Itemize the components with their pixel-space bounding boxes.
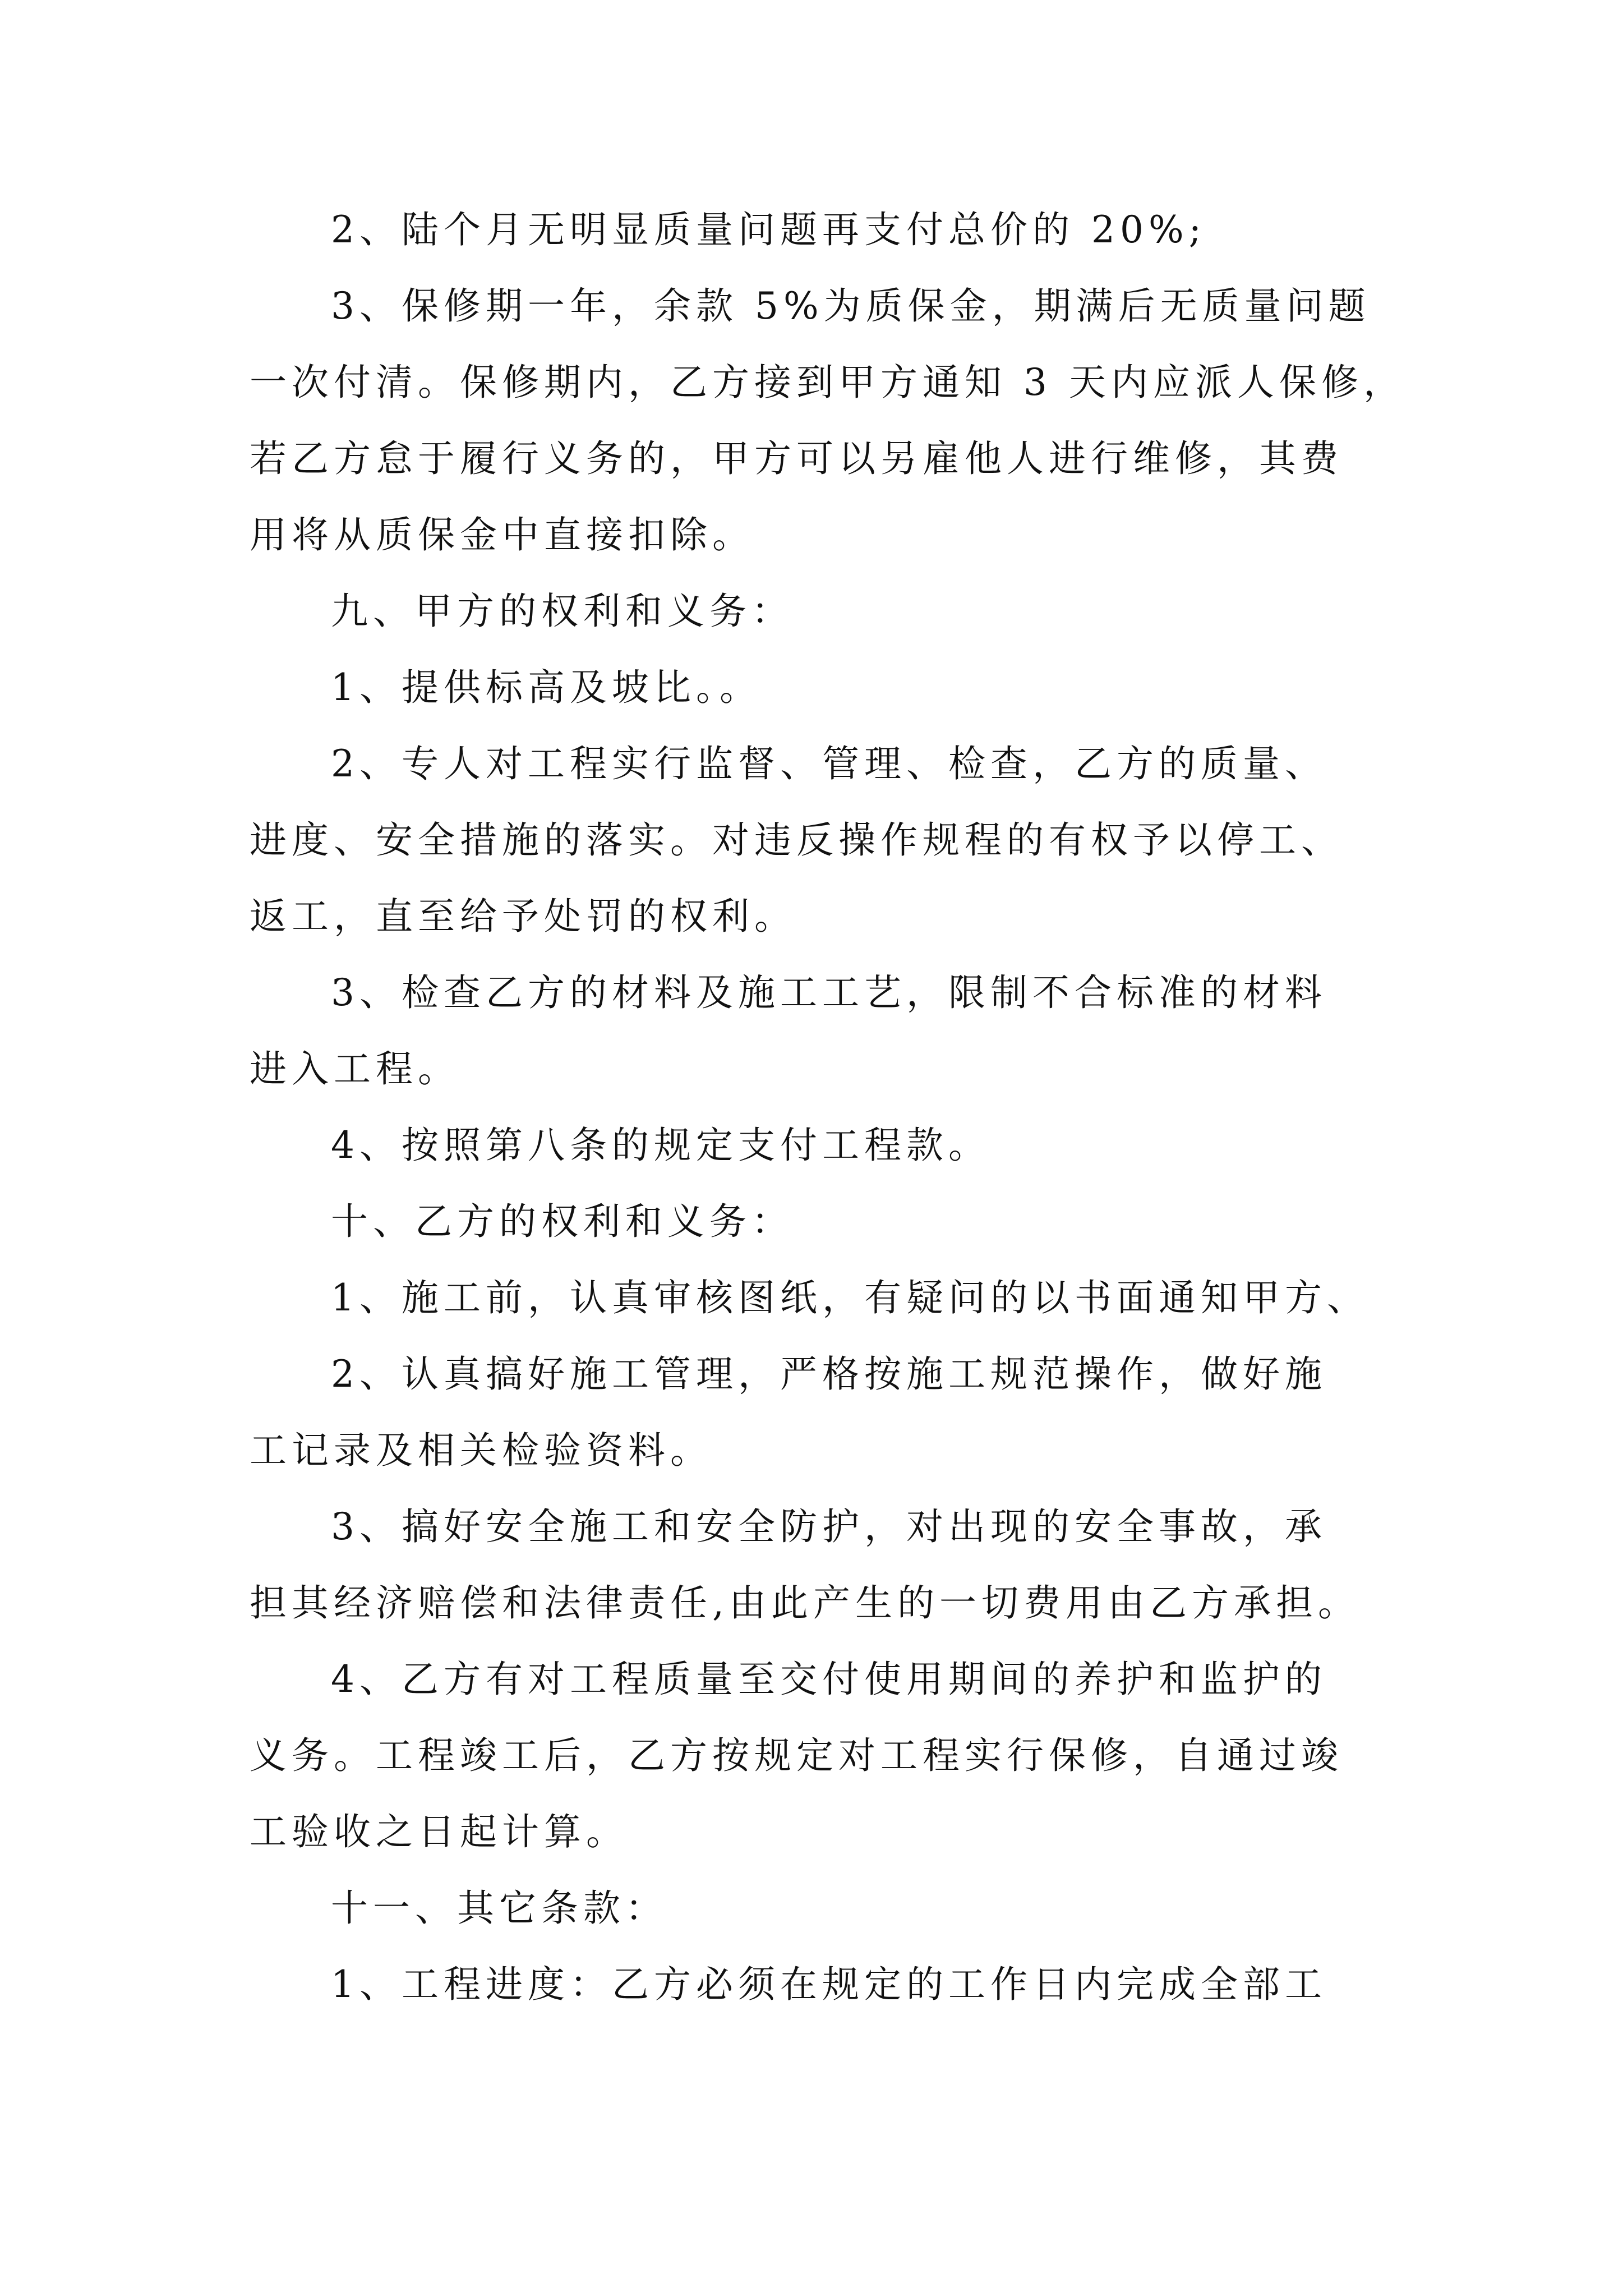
section-heading: 十、乙方的权利和义务： [331,1200,794,1243]
paragraph-line: 3、保修期一年，余款 5%为质保金，期满后无质量问题 [331,284,1371,328]
paragraph-line: 担其经济赔偿和法律责任,由此产生的一切费用由乙方承担。 [250,1581,1360,1625]
paragraph-line: 4、按照第八条的规定支付工程款。 [331,1124,990,1167]
paragraph-line: 义务。工程竣工后，乙方按规定对工程实行保修，自通过竣 [250,1734,1343,1777]
paragraph-line: 4、乙方有对工程质量至交付使用期间的养护和监护的 [331,1658,1327,1701]
paragraph-line: 3、搞好安全施工和安全防护，对出现的安全事故，承 [331,1505,1327,1548]
paragraph-line: 1、提供标高及坡比。。 [331,666,762,709]
paragraph-line: 进入工程。 [250,1047,460,1091]
paragraph-line: 一次付清。保修期内，乙方接到甲方通知 3 天内应派人保修， [250,361,1405,404]
paragraph-line: 返工，直至给予处罚的权利。 [250,895,796,938]
paragraph-line: 2、陆个月无明显质量问题再支付总价的 20%; [331,208,1206,251]
paragraph-line: 1、施工前，认真审核图纸，有疑问的以书面通知甲方、 [331,1276,1369,1319]
section-heading: 十一、其它条款： [331,1887,667,1930]
section-heading: 九、甲方的权利和义务： [331,590,794,633]
paragraph-line: 若乙方怠于履行义务的，甲方可以另雇他人进行维修，其费 [250,437,1343,480]
paragraph-line: 2、认真搞好施工管理，严格按施工规范操作，做好施 [331,1352,1327,1396]
paragraph-line: 2、专人对工程实行监督、管理、检查，乙方的质量、 [331,742,1327,785]
paragraph-line: 工记录及相关检验资料。 [250,1429,712,1472]
paragraph-line: 工验收之日起计算。 [250,1810,628,1853]
paragraph-line: 进度、安全措施的落实。对违反操作规程的有权予以停工、 [250,818,1343,862]
paragraph-line: 1、工程进度：乙方必须在规定的工作日内完成全部工 [331,1963,1327,2006]
paragraph-line: 用将从质保金中直接扣除。 [250,513,754,556]
paragraph-line: 3、检查乙方的材料及施工工艺，限制不合标准的材料 [331,971,1327,1014]
